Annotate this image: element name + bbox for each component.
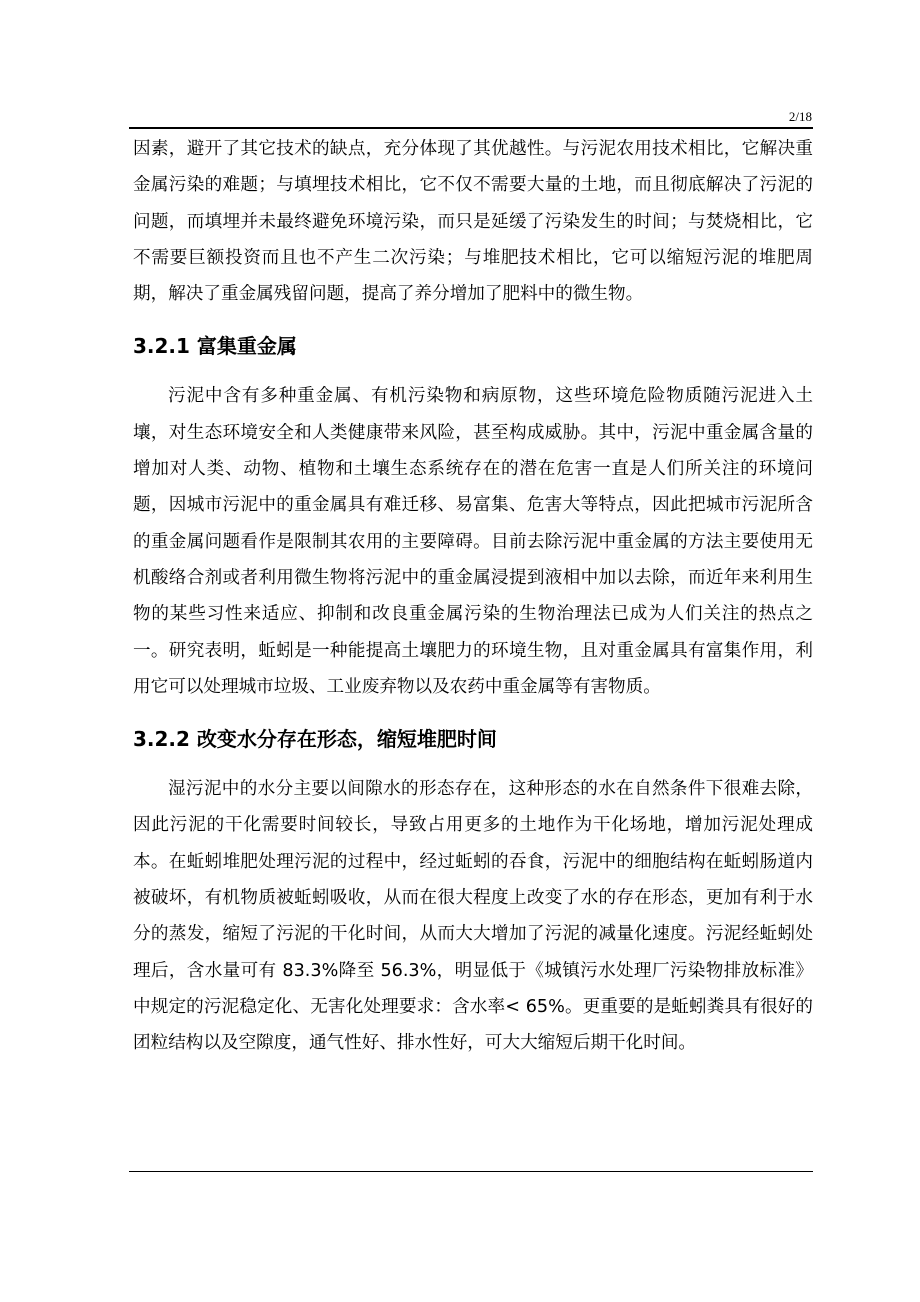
section-heading-3-2-1: 3.2.1 富集重金属 xyxy=(133,334,297,359)
footer-rule xyxy=(129,1171,813,1172)
header-rule xyxy=(129,127,813,129)
section-paragraph-3-2-1: 污泥中含有多种重金属、有机污染物和病原物，这些环境危险物质随污泥进入土壤，对生态环境安全和人类健康带来风险，甚至构成威胁。其中，污泥中重金属含量的增加对人类、动物、植物和土壤生态系统存在的潜在危害一直是人们所关注的环境问题，因城市污泥中的重金属具有难迁移、易富集、危害大等特点，因此把城市污泥所含的重金属问题看作是限制其农用的主要障碍。目前去除污泥中重金属的方法主要使用无机酸络合剂或者利用微生物将污泥中的重金属浸提到液相中加以去除，而近年来利用生物的某些习性来适应、抑制和改良重金属污染的生物治理法已成为人们关注的热点之一。研究表明，蚯蚓是一种能提高土壤肥力的环境生物，且对重金属具有富集作用，利用它可以处理城市垃圾、工业废弃物以及农药中重金属等有害物质。 xyxy=(133,386,813,697)
section-paragraph-3-2-2: 湿污泥中的水分主要以间隙水的形态存在，这种形态的水在自然条件下很难去除，因此污泥的干化需要时间较长，导致占用更多的土地作为干化场地，增加污泥处理成本。在蚯蚓堆肥处理污泥的过程中，经过蚯蚓的吞食，污泥中的细胞结构在蚯蚓肠道内被破坏，有机物质被蚯蚓吸收，从而在很大程度上改变了水的存在形态，更加有利于水分的蒸发，缩短了污泥的干化时间，从而大大增加了污泥的减量化速度。污泥经蚯蚓处理后，含水量可有 83.3%降至 56.3%，明显低于《城镇污水处理厂污染物排放标准》中规定的污泥稳定化、无害化处理要求：含水率< 65%。更重要的是蚯蚓粪具有很好的团粒结构以及空隙度，通气性好、排水性好，可大大缩短后期干化时间。 xyxy=(133,779,813,1054)
intro-paragraph: 因素，避开了其它技术的缺点，充分体现了其优越性。与污泥农用技术相比，它解决重金属污染的难题；与填埋技术相比，它不仅不需要大量的土地，而且彻底解决了污泥的问题，而填埋并未最终避免环境污染，而只是延缓了污染发生的时间；与焚烧相比，它不需要巨额投资而且也不产生二次污染；与堆肥技术相比，它可以缩短污泥的堆肥周期，解决了重金属残留问题，提高了养分增加了肥料中的微生物。 xyxy=(133,139,813,305)
page-number: 2/18 xyxy=(788,109,812,124)
document-body xyxy=(133,131,813,1062)
section-heading-3-2-2: 3.2.2 改变水分存在形态，缩短堆肥时间 xyxy=(133,727,497,752)
